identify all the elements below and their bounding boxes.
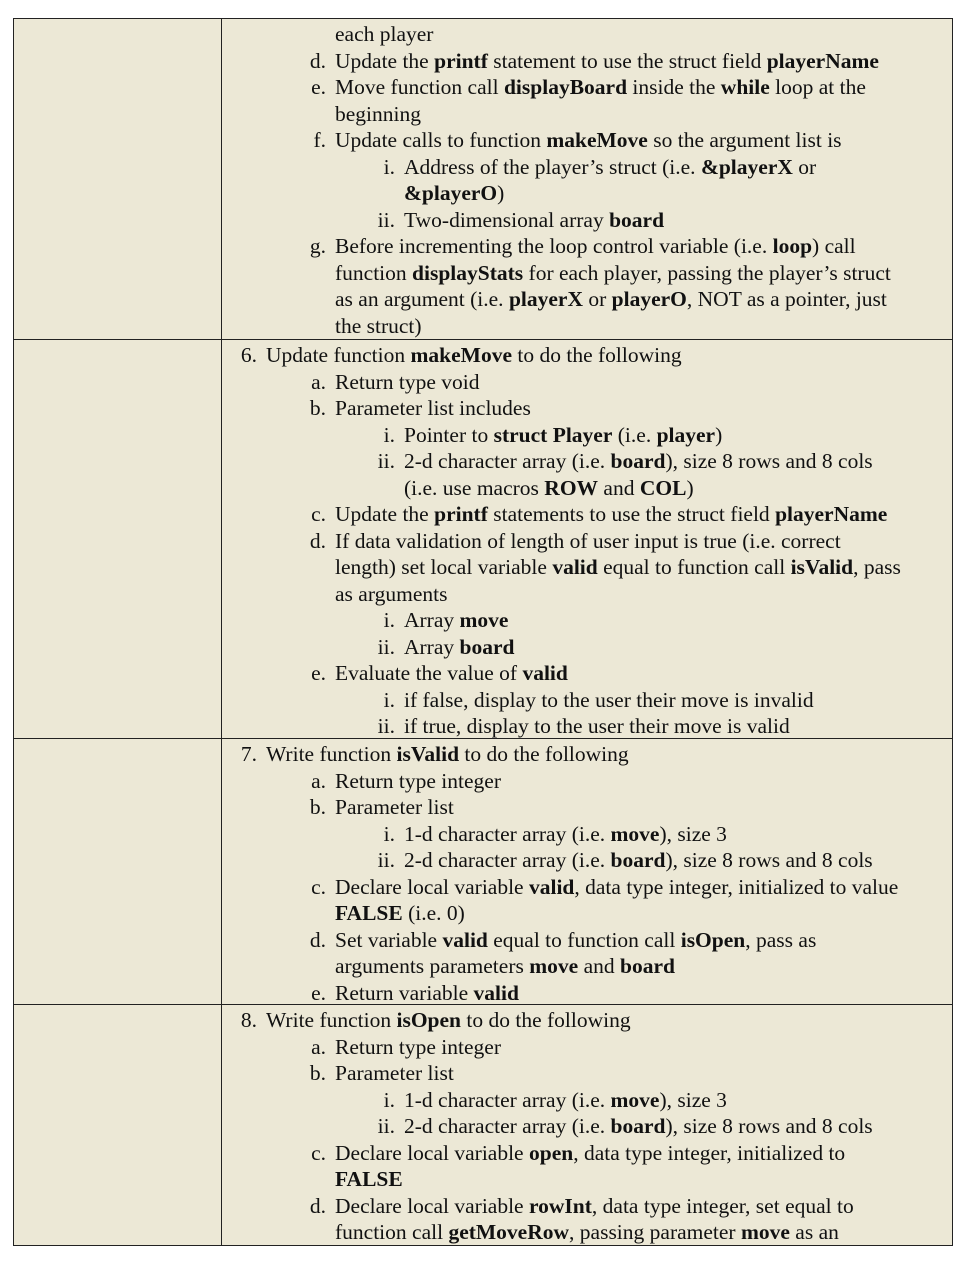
text-run: ), size 8 rows and 8 cols (665, 848, 873, 872)
text-run: or (792, 154, 817, 179)
instructions-table (13, 18, 953, 1246)
text-run: (i.e. use macros (404, 475, 545, 500)
text-run: inside the (627, 75, 721, 99)
text-run: , NOT as a pointer, just (686, 287, 887, 311)
instruction-line (266, 1007, 631, 1033)
text-run: and (578, 954, 620, 978)
text-run: Evaluate the value of (335, 661, 523, 685)
text-run: and (598, 475, 640, 500)
text-run: so the argument list is (647, 128, 842, 152)
instruction-line (266, 342, 682, 368)
row-lines (222, 1005, 952, 1245)
text-run: , data type integer, set equal to (591, 1193, 854, 1218)
bold-term: makeMove (546, 128, 648, 152)
instruction-line (335, 286, 887, 312)
text-run: , pass as (745, 927, 817, 952)
row-lines (222, 19, 952, 339)
text-run: Return variable (335, 980, 474, 1005)
bold-term: FALSE (335, 901, 403, 925)
text-run: , data type integer, initialized to value (574, 874, 899, 899)
text-run: Declare local variable (335, 1193, 529, 1218)
list-marker: b. (309, 1061, 326, 1085)
instruction-line (404, 180, 504, 206)
bold-term: open (528, 1140, 574, 1165)
instruction-line (266, 741, 629, 767)
instruction-line: as arguments (335, 581, 448, 606)
text-run: ), size 3 (659, 1087, 727, 1112)
text-run: Write function (266, 742, 397, 766)
instruction-line (335, 1193, 854, 1219)
instruction-line: Return type void (335, 369, 480, 394)
text-run: (i.e. 0) (402, 901, 465, 925)
bold-term: isOpen (680, 927, 746, 952)
list-marker: 8. (240, 1008, 257, 1032)
instruction-line (335, 874, 898, 900)
instruction-line (335, 554, 901, 580)
text-run: Write function (266, 1008, 397, 1032)
bold-term: board (459, 634, 515, 659)
text-run: Update the (335, 502, 435, 526)
bold-term: printf (434, 48, 488, 73)
instruction-line (404, 1087, 727, 1113)
table-row (14, 340, 953, 739)
bold-term: board (609, 207, 665, 232)
list-marker: e. (311, 980, 326, 1005)
bold-term: rowInt (528, 1193, 592, 1218)
text-run: , data type integer, initialized to (573, 1140, 846, 1165)
step-8-cell (222, 1005, 953, 1246)
text-run: Update calls to function (335, 128, 547, 152)
bold-term: move (610, 1087, 660, 1112)
text-run: Pointer to (404, 422, 494, 447)
bold-term: playerX (508, 287, 583, 311)
bold-term: displayBoard (503, 75, 628, 99)
text-run: as an argument (i.e. (335, 287, 509, 311)
list-marker: 7. (240, 742, 257, 766)
list-marker: i. (383, 821, 395, 846)
bold-term: loop (772, 234, 813, 258)
list-marker: ii. (377, 848, 395, 872)
instruction-line: beginning (335, 101, 421, 126)
step-5-continued-cell (222, 19, 953, 340)
bold-term: playerName (766, 48, 879, 73)
table-row (14, 739, 953, 1005)
bold-term: playerName (775, 502, 888, 526)
bold-term: getMoveRow (448, 1220, 570, 1244)
text-run: 2-d character array (i.e. (404, 848, 611, 872)
text-run: (i.e. (612, 422, 657, 447)
text-run: , pass (853, 555, 901, 579)
text-run: to do the following (459, 742, 629, 766)
bold-term: board (610, 1114, 666, 1138)
text-run: 1-d character array (i.e. (404, 821, 611, 846)
instruction-line: Parameter list includes (335, 396, 531, 420)
instruction-line (404, 422, 722, 448)
instruction-line (404, 448, 873, 474)
table-row (14, 19, 953, 340)
instruction-line: Return type integer (335, 1034, 501, 1059)
bold-term: player (656, 422, 716, 447)
text-run: ) (497, 181, 505, 205)
list-marker: ii. (377, 714, 395, 738)
text-run: Set variable (335, 927, 443, 952)
instruction-line (404, 847, 873, 873)
bold-term: struct Player (493, 422, 613, 447)
bold-term: valid (522, 661, 568, 685)
instruction-line (335, 980, 519, 1006)
list-marker: ii. (377, 207, 395, 232)
bold-term: board (610, 449, 666, 473)
left-column-cell (14, 19, 222, 340)
text-run: to do the following (461, 1008, 631, 1032)
list-marker: ii. (377, 1114, 395, 1138)
instruction-line (335, 233, 856, 259)
instruction-line (335, 927, 816, 953)
instruction-line (404, 1113, 873, 1139)
instruction-line (404, 207, 664, 233)
instruction-line: if true, display to the user their move is valid (404, 714, 790, 738)
bold-term: move (610, 821, 660, 846)
instruction-line: Return type integer (335, 768, 501, 793)
bold-term: isValid (790, 555, 854, 579)
list-marker: a. (311, 768, 326, 793)
instruction-line: each player (335, 22, 434, 46)
text-run: equal to function call (487, 927, 681, 952)
text-run: equal to function call (597, 555, 791, 579)
text-run: Declare local variable (335, 874, 529, 899)
bold-term: valid (442, 927, 488, 952)
bold-term: board (619, 954, 675, 978)
step-6-cell (222, 340, 953, 739)
instruction-line (335, 1219, 839, 1245)
instruction-line: Parameter list (335, 1061, 454, 1085)
text-run: ), size 3 (659, 821, 727, 846)
list-marker: f. (313, 128, 326, 152)
bold-term: isValid (396, 742, 460, 766)
text-run: Array (404, 634, 460, 659)
list-marker: d. (309, 927, 326, 952)
text-run: ), size 8 rows and 8 cols (665, 1114, 873, 1138)
text-run: Before incrementing the loop control variable (i.e. (335, 234, 773, 258)
text-run: function (335, 260, 413, 285)
text-run: loop at the (769, 75, 866, 99)
instruction-line (335, 48, 879, 74)
text-run: Declare local variable (335, 1140, 529, 1165)
bold-term: isOpen (396, 1008, 462, 1032)
text-run: 1-d character array (i.e. (404, 1087, 611, 1112)
list-marker: d. (309, 528, 326, 553)
list-marker: i. (383, 608, 395, 632)
instruction-line (335, 900, 465, 926)
step-7-cell (222, 739, 953, 1005)
text-run: Move function call (335, 75, 504, 99)
instruction-line (335, 1140, 845, 1166)
text-run: length) set local variable (335, 555, 553, 579)
list-marker: d. (309, 1193, 326, 1218)
list-marker: c. (311, 1140, 326, 1165)
text-run: , passing parameter (569, 1220, 741, 1244)
instruction-line (335, 501, 887, 527)
list-marker: g. (309, 234, 326, 258)
list-marker: ii. (377, 449, 395, 473)
text-run: 2-d character array (i.e. (404, 449, 611, 473)
bold-term: move (529, 954, 579, 978)
text-run: Array (404, 608, 460, 632)
bold-term: board (610, 848, 666, 872)
list-marker: e. (311, 661, 326, 685)
text-run: Two-dimensional array (404, 207, 610, 232)
row-lines (222, 739, 952, 1004)
instruction-line (335, 953, 675, 979)
instruction-line (404, 607, 508, 633)
instruction-line (404, 475, 694, 501)
instruction-line (335, 1166, 403, 1192)
instruction-line (404, 821, 727, 847)
bold-term: FALSE (335, 1167, 403, 1191)
text-run: statement to use the struct field (487, 48, 767, 73)
bold-term: move (459, 608, 509, 632)
bold-term: &playerX (700, 154, 793, 179)
text-run: statements to use the struct field (487, 502, 776, 526)
bold-term: printf (434, 502, 488, 526)
list-marker: c. (311, 874, 326, 899)
text-run: ) (715, 422, 723, 447)
list-marker: ii. (377, 634, 395, 659)
text-run: 2-d character array (i.e. (404, 1114, 611, 1138)
text-run: function call (335, 1220, 449, 1244)
list-marker: 6. (240, 343, 257, 367)
bold-term: playerO (611, 287, 687, 311)
bold-term: displayStats (412, 260, 524, 285)
list-marker: i. (383, 687, 395, 712)
text-run: arguments parameters (335, 954, 530, 978)
bold-term: COL (639, 475, 687, 500)
instruction-line (335, 260, 891, 286)
left-column-cell (14, 340, 222, 739)
list-marker: e. (311, 75, 326, 99)
instruction-line: If data validation of length of user input is true (i.e. correct (335, 528, 841, 553)
list-marker: i. (383, 1087, 395, 1112)
list-marker: c. (311, 502, 326, 526)
instruction-line (404, 634, 514, 660)
text-run: ), size 8 rows and 8 cols (665, 449, 873, 473)
instruction-line: if false, display to the user their move is invalid (404, 687, 814, 712)
text-run: as an (789, 1220, 839, 1244)
bold-term: while (720, 75, 770, 99)
list-marker: i. (383, 422, 395, 447)
bold-term: valid (552, 555, 598, 579)
left-column-cell (14, 1005, 222, 1246)
list-marker: b. (309, 795, 326, 819)
bold-term: ROW (544, 475, 599, 500)
list-marker: i. (383, 154, 395, 179)
list-marker: a. (311, 369, 326, 394)
left-column-cell (14, 739, 222, 1005)
text-run: ) call (812, 234, 856, 258)
text-run: Update the (335, 48, 435, 73)
text-run: or (582, 287, 612, 311)
list-marker: d. (309, 48, 326, 73)
list-marker: a. (311, 1034, 326, 1059)
row-lines (222, 340, 952, 738)
instruction-line (335, 127, 842, 153)
text-run: for each player, passing the player’s struct (523, 260, 891, 285)
bold-term: valid (473, 980, 519, 1005)
text-run: to do the following (512, 343, 682, 367)
instruction-line (335, 74, 866, 100)
instruction-line: Parameter list (335, 795, 454, 819)
text-run: Update function (266, 343, 411, 367)
bold-term: &playerO (404, 181, 498, 205)
bold-term: makeMove (410, 343, 512, 367)
text-run: Address of the player’s struct (i.e. (404, 154, 701, 179)
text-run: ) (686, 475, 694, 500)
list-marker: b. (309, 396, 326, 420)
instruction-line (335, 660, 568, 686)
instruction-line: the struct) (335, 313, 422, 338)
bold-term: move (740, 1220, 790, 1244)
bold-term: valid (528, 874, 575, 899)
table-row (14, 1005, 953, 1246)
instruction-line (404, 154, 816, 180)
